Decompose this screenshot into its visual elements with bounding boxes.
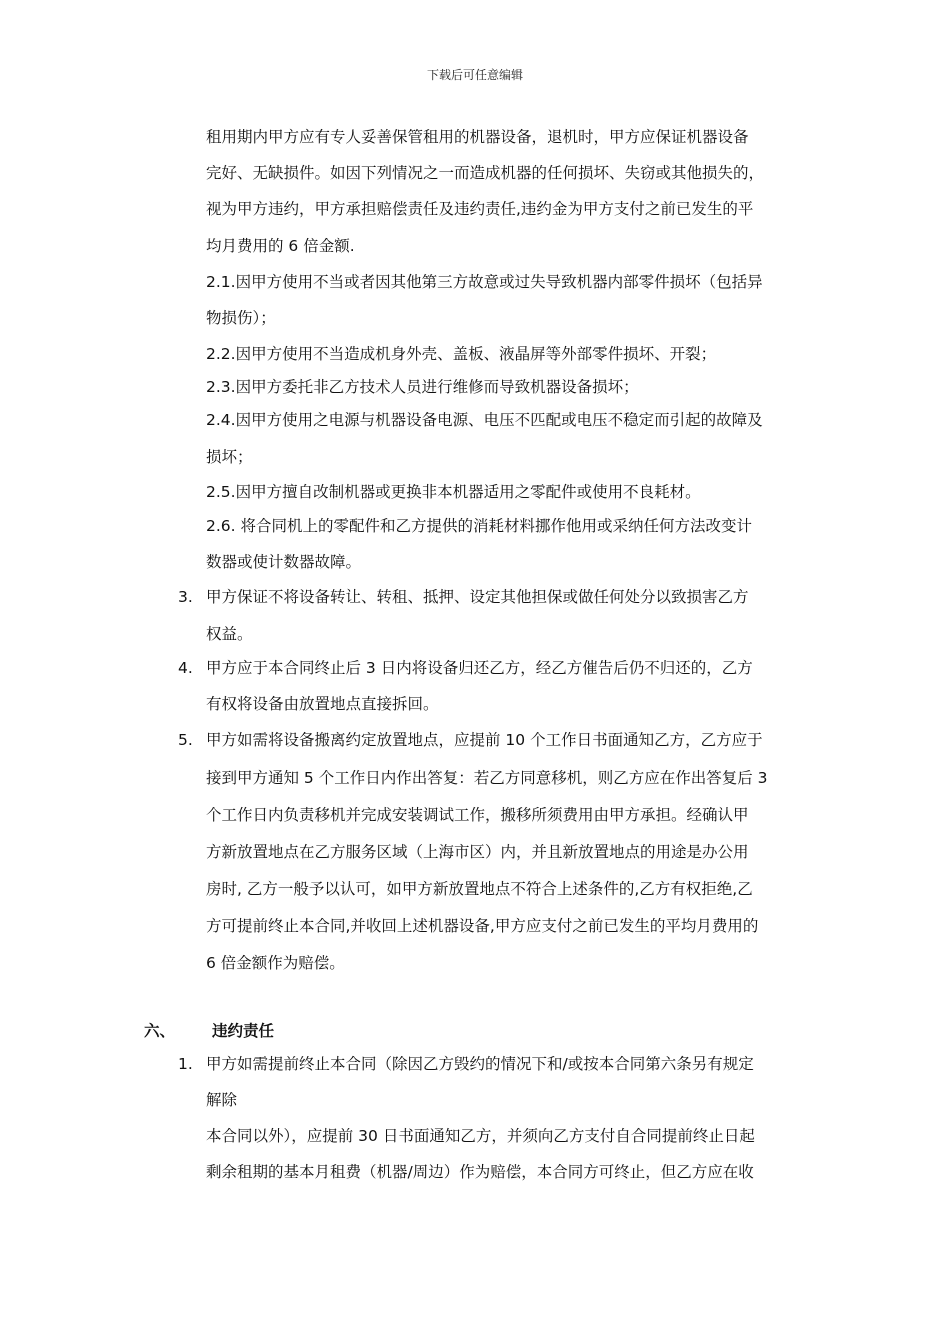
paragraph-line: 均月费用的 6 倍金额.	[206, 237, 355, 255]
item-number: 5.	[178, 731, 193, 749]
clause-2-3: 2.3.因甲方委托非乙方技术人员进行维修而导致机器设备损坏；	[206, 378, 639, 396]
section-title: 违约责任	[212, 1022, 275, 1040]
item-5-line: 6 倍金额作为赔偿。	[206, 954, 345, 972]
item-5-line: 方可提前终止本合同,并收回上述机器设备,甲方应支付之前已发生的平均月费用的	[206, 917, 759, 935]
paragraph-line: 租用期内甲方应有专人妥善保管租用的机器设备，退机时，甲方应保证机器设备	[206, 128, 749, 146]
item-number: 3.	[178, 588, 193, 606]
item-5-line: 接到甲方通知 5 个工作日内作出答复：若乙方同意移机，则乙方应在作出答复后 3	[206, 769, 768, 787]
clause-2-1-cont: 物损伤）；	[206, 309, 276, 327]
item-number: 1.	[178, 1055, 193, 1073]
section-6-item-1-line: 剩余租期的基本月租费（机器/周边）作为赔偿，本合同方可终止，但乙方应在收	[206, 1163, 754, 1181]
item-5-line: 甲方如需将设备搬离约定放置地点，应提前 10 个工作日书面通知乙方，乙方应于	[206, 731, 763, 749]
section-6-item-1-line: 甲方如需提前终止本合同（除因乙方毁约的情况下和/或按本合同第六条另有规定	[206, 1055, 754, 1073]
page-header: 下载后可任意编辑	[426, 68, 523, 82]
item-5-line: 房时, 乙方一般予以认可，如甲方新放置地点不符合上述条件的,乙方有权拒绝,乙	[206, 880, 753, 898]
clause-2-6-cont: 数器或使计数器故障。	[206, 553, 362, 571]
item-5-line: 方新放置地点在乙方服务区域（上海市区）内，并且新放置地点的用途是办公用	[206, 843, 749, 861]
clause-2-2: 2.2.因甲方使用不当造成机身外壳、盖板、液晶屏等外部零件损坏、开裂；	[206, 345, 717, 363]
item-4-line: 有权将设备由放置地点直接拆回。	[206, 695, 439, 713]
item-4-line: 甲方应于本合同终止后 3 日内将设备归还乙方，经乙方催告后仍不归还的，乙方	[206, 659, 753, 677]
paragraph-line: 完好、无缺损件。如因下列情况之一而造成机器的任何损坏、失窃或其他损失的，	[206, 164, 765, 182]
item-3-line: 权益。	[206, 625, 253, 643]
section-number: 六、	[144, 1022, 176, 1040]
clause-2-4-cont: 损坏；	[206, 448, 253, 466]
clause-2-1: 2.1.因甲方使用不当或者因其他第三方故意或过失导致机器内部零件损坏（包括异	[206, 273, 763, 291]
section-6-item-1-line: 本合同以外），应提前 30 日书面通知乙方，并须向乙方支付自合同提前终止日起	[206, 1127, 755, 1145]
clause-2-5: 2.5.因甲方擅自改制机器或更换非本机器适用之零配件或使用不良耗材。	[206, 483, 701, 501]
clause-2-4: 2.4.因甲方使用之电源与机器设备电源、电压不匹配或电压不稳定而引起的故障及	[206, 411, 763, 429]
clause-2-6: 2.6. 将合同机上的零配件和乙方提供的消耗材料挪作他用或采纳任何方法改变计	[206, 517, 753, 535]
section-6-item-1-line: 解除	[206, 1091, 238, 1109]
item-3-line: 甲方保证不将设备转让、转租、抵押、设定其他担保或做任何处分以致损害乙方	[206, 588, 749, 606]
item-5-line: 个工作日内负责移机并完成安装调试工作，搬移所须费用由甲方承担。经确认甲	[206, 806, 749, 824]
paragraph-line: 视为甲方违约，甲方承担赔偿责任及违约责任,违约金为甲方支付之前已发生的平	[206, 200, 754, 218]
item-number: 4.	[178, 659, 193, 677]
